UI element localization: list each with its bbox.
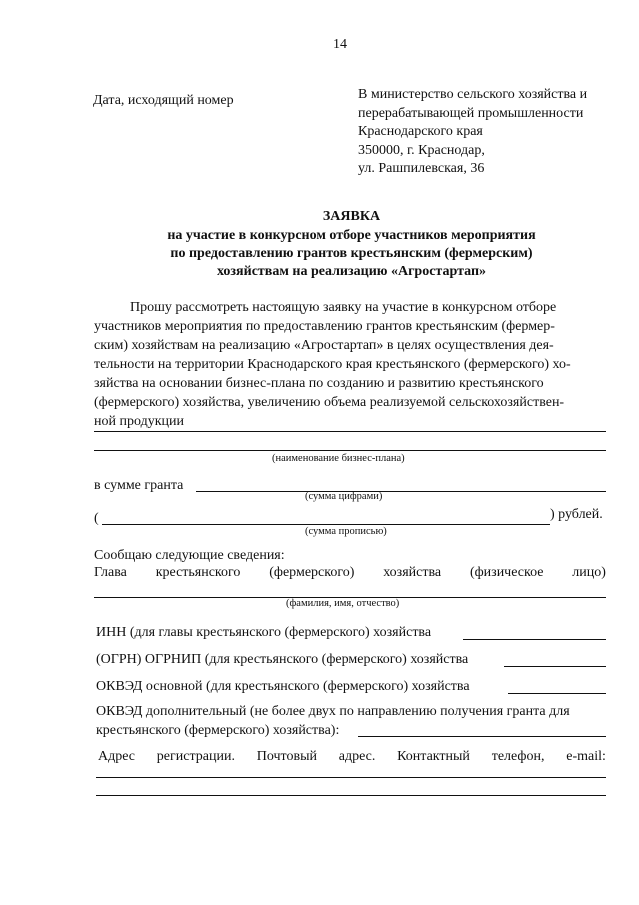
paragraph-line: зяйства на основании бизнес-плана по созданию и развитию крестьянского bbox=[94, 376, 544, 391]
document-title bbox=[0, 208, 639, 281]
address-contacts-line bbox=[98, 748, 606, 766]
date-outgoing-number-label: Дата, исходящий номер bbox=[93, 93, 234, 108]
address-word: Адрес bbox=[98, 749, 136, 764]
inn-field-line[interactable] bbox=[463, 639, 606, 640]
address-line: перерабатывающей промышленности bbox=[358, 105, 584, 121]
head-word: (физическое bbox=[469, 565, 544, 580]
grant-sum-words-line[interactable] bbox=[102, 524, 550, 525]
address-word: Контактный bbox=[397, 749, 470, 764]
title-main: ЗАЯВКА bbox=[322, 209, 381, 224]
paragraph-line: ским) хозяйствам на реализацию «Агростартап» в целях осуществления дея- bbox=[94, 338, 554, 353]
address-field-line[interactable] bbox=[96, 777, 606, 778]
grant-sum-digits-caption: (сумма цифрами) bbox=[305, 491, 383, 502]
okved-additional-label-cont: крестьянского (фермерского) хозяйства): bbox=[96, 723, 340, 738]
address-word: регистрации. bbox=[156, 749, 235, 764]
application-paragraph bbox=[94, 298, 606, 431]
head-of-farm-line bbox=[94, 564, 606, 582]
head-word: крестьянского bbox=[155, 565, 241, 580]
paragraph-line: ной продукции bbox=[94, 414, 184, 429]
head-word: (фермерского) bbox=[269, 565, 355, 580]
okved-main-label: ОКВЭД основной (для крестьянского (фермерского) хозяйства bbox=[96, 679, 470, 694]
okved-main-field-line[interactable] bbox=[508, 693, 606, 694]
address-line: Краснодарского края bbox=[358, 124, 483, 139]
business-plan-caption: (наименование бизнес-плана) bbox=[272, 453, 405, 464]
title-line: по предоставлению грантов крестьянским (фермерским) bbox=[170, 246, 533, 261]
inn-label: ИНН (для главы крестьянского (фермерского) хозяйства bbox=[96, 625, 432, 640]
open-parenthesis: ( bbox=[94, 511, 99, 526]
paragraph-line: участников мероприятия по предоставлению грантов крестьянским (фермер- bbox=[94, 319, 555, 334]
address-line: 350000, г. Краснодар, bbox=[358, 142, 485, 158]
head-word: лицо) bbox=[572, 565, 606, 580]
title-line: на участие в конкурсном отборе участников мероприятия bbox=[167, 228, 536, 243]
head-word: Глава bbox=[94, 565, 127, 580]
address-word: адрес. bbox=[338, 749, 376, 764]
grant-sum-words-caption: (сумма прописью) bbox=[305, 526, 387, 537]
address-field-line[interactable] bbox=[96, 795, 606, 796]
ogrn-field-line[interactable] bbox=[504, 666, 606, 667]
info-intro: Сообщаю следующие сведения: bbox=[94, 548, 285, 563]
address-line: ул. Рашпилевская, 36 bbox=[358, 161, 485, 176]
address-line: В министерство сельского хозяйства и bbox=[358, 87, 588, 102]
address-word: телефон, bbox=[491, 749, 545, 764]
okved-additional-field-line[interactable] bbox=[358, 736, 606, 737]
okved-additional-label: ОКВЭД дополнительный (не более двух по направлению получения гранта для bbox=[96, 704, 570, 719]
grant-sum-digits-line[interactable] bbox=[196, 491, 606, 492]
business-plan-line[interactable] bbox=[94, 431, 606, 432]
paragraph-line: (фермерского) хозяйства, увеличению объема реализуемой сельскохозяйствен- bbox=[94, 395, 565, 410]
paragraph-line: Прошу рассмотреть настоящую заявку на участие в конкурсном отборе bbox=[130, 300, 557, 315]
business-plan-line[interactable] bbox=[94, 450, 606, 451]
address-word: e-mail: bbox=[566, 749, 606, 764]
title-line: хозяйствам на реализацию «Агростартап» bbox=[216, 264, 487, 279]
address-word: Почтовый bbox=[256, 749, 317, 764]
fio-caption: (фамилия, имя, отчество) bbox=[286, 598, 400, 609]
rubles-label: ) рублей. bbox=[550, 507, 603, 522]
grant-sum-label: в сумме гранта bbox=[94, 478, 184, 493]
ogrn-label: (ОГРН) ОГРНИП (для крестьянского (фермерского) хозяйства bbox=[96, 652, 469, 667]
recipient-address bbox=[358, 86, 587, 179]
head-word: хозяйства bbox=[383, 565, 442, 580]
page-number: 14 bbox=[333, 37, 347, 52]
paragraph-line: тельности на территории Краснодарского края крестьянского (фермерского) хо- bbox=[94, 357, 571, 372]
